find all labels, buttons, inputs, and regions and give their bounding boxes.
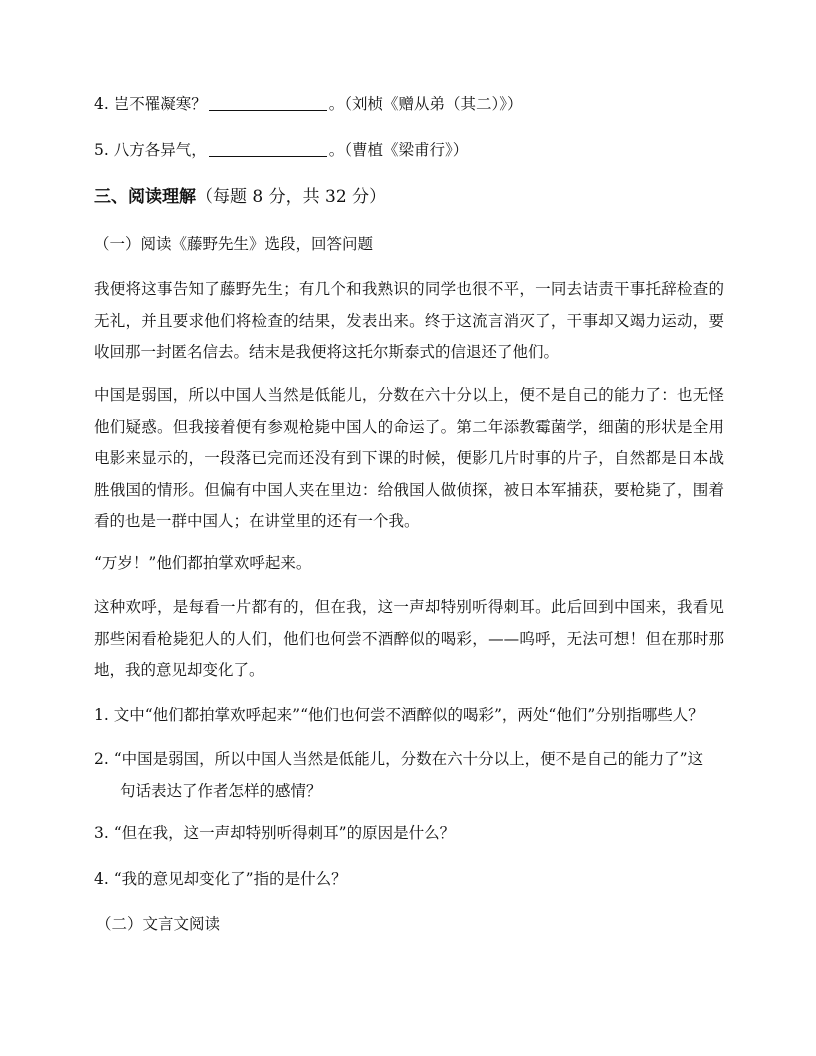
section-heading xyxy=(94,186,386,208)
section-heading-score: （每题 8 分，共 32 分） xyxy=(196,187,387,207)
section-heading-main: 三、阅读理解 xyxy=(94,187,196,207)
fill-item-5 xyxy=(94,140,734,160)
passage-paragraph-2: 中国是弱国，所以中国人当然是低能儿，分数在六十分以上，便不是自己的能力了：也无怪他们疑惑。但我接着便有参观枪毙中国人的命运了。第二年添教霉菌学，细菌的形状是全用电影来显示的，一段落已完而还没有到下课的时候，便影几片时事的片子，自然都是日本战胜俄国的情形。但偏有中国人夹在里边：给俄国人做侦探，被日本军捕获，要枪毙了，围着看的也是一群中国人；在讲堂里的还有一个我。 xyxy=(94,386,724,531)
fill-item-prefix: 5. 八方各异气， xyxy=(94,141,207,159)
answer-blank[interactable] xyxy=(209,142,327,157)
passage-paragraph-4: 这种欢呼，是每看一片都有的，但在我，这一声却特别听得刺耳。此后回到中国来，我看见那些闲看枪毙犯人的人们，他们也何尝不酒醉似的喝彩，——呜呼，无法可想！但在那时那地，我的意见却变化了。 xyxy=(94,598,724,680)
question-text: 2. “中国是弱国，所以中国人当然是低能儿，分数在六十分以上，便不是自己的能力了”这 xyxy=(94,750,704,768)
subsection-title-1: （一）阅读《藤野先生》选段，回答问题 xyxy=(94,235,374,253)
question-text: 4. “我的意见却变化了”指的是什么？ xyxy=(94,870,347,888)
question-3 xyxy=(94,818,724,850)
fill-item-suffix: 。（刘桢《赠从弟（其二）》） xyxy=(328,95,523,113)
fill-item-suffix: 。（曹植《梁甫行》） xyxy=(328,141,469,159)
question-text: 3. “但在我，这一声却特别听得刺耳”的原因是什么？ xyxy=(94,824,456,842)
question-text-continued: 句话表达了作者怎样的感情？ xyxy=(120,781,322,800)
passage-paragraph-3: “万岁！”他们都拍掌欢呼起来。 xyxy=(94,554,312,572)
passage-paragraph-1: 我便将这事告知了藤野先生；有几个和我熟识的同学也很不平，一同去诘责干事托辞检查的无礼，并且要求他们将检查的结果，发表出来。终于这流言消灭了，干事却又竭力运动，要收回那一封匿名信去。结末是我便将这托尔斯泰式的信退还了他们。 xyxy=(94,280,724,362)
fill-item-prefix: 4. 岂不罹凝寒？ xyxy=(94,95,207,113)
question-text: 1. 文中“他们都拍掌欢呼起来”“他们也何尝不酒醉似的喝彩”，两处“他们”分别指哪些人？ xyxy=(94,706,704,724)
question-4 xyxy=(94,864,724,896)
question-2 xyxy=(94,744,724,807)
question-1 xyxy=(94,700,724,732)
subsection-title-2: （二）文言文阅读 xyxy=(96,915,221,933)
answer-blank[interactable] xyxy=(209,96,327,111)
fill-item-4 xyxy=(94,94,734,114)
